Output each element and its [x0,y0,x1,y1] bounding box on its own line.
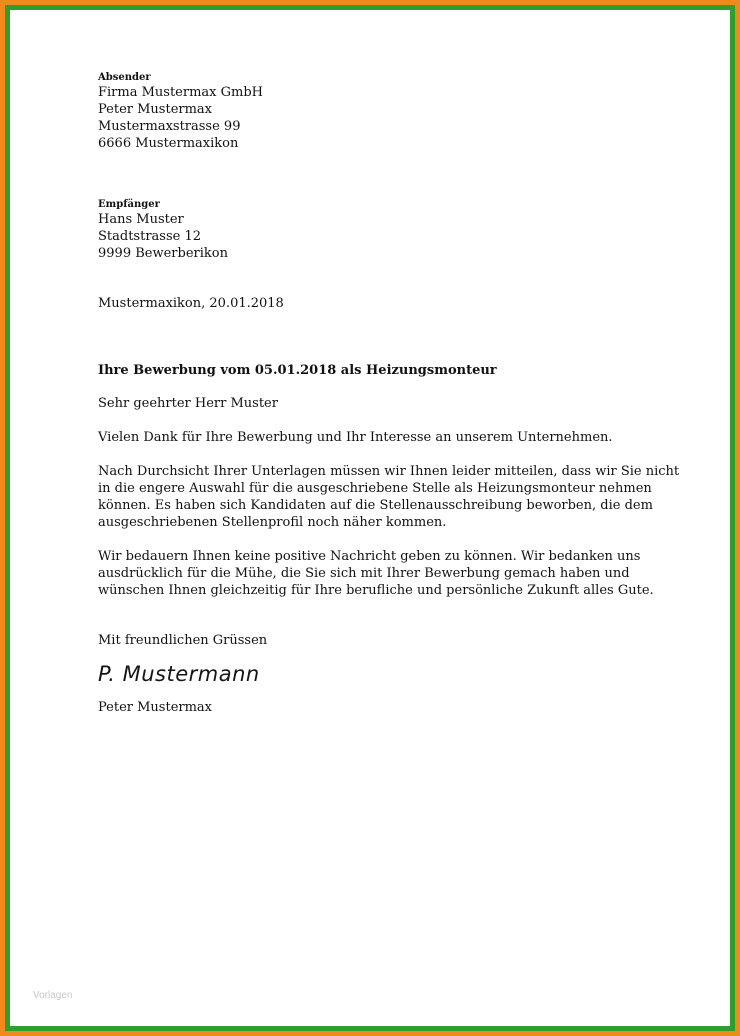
paragraph-line: können. Es haben sich Kandidaten auf die Stellenausschreibung beworben, die dem [98,498,653,513]
recipient-label: Empfänger [98,199,160,210]
recipient-block [98,199,658,262]
sender-street: Mustermaxstrasse 99 [98,119,241,134]
place-date: Mustermaxikon, 20.01.2018 [98,296,284,311]
paragraph-decision [98,463,680,531]
recipient-street: Stadtstrasse 12 [98,229,201,244]
letter-page [10,10,730,1026]
paragraph-line: in die engere Auswahl für die ausgeschriebene Stelle als Heizungsmonteur nehmen [98,481,652,496]
paragraph-line: ausdrücklich für die Mühe, die Sie sich mit Ihrer Bewerbung gemach haben und [98,566,630,581]
sender-company: Firma Mustermax GmbH [98,85,264,100]
paragraph-regret [98,548,658,599]
signer-name: Peter Mustermax [98,700,213,715]
sender-name: Peter Mustermax [98,102,213,117]
watermark: Vorlagen [33,990,73,1001]
recipient-name: Hans Muster [98,212,184,227]
letter-subject: Ihre Bewerbung vom 05.01.2018 als Heizungsmonteur [98,363,497,378]
letter-body [98,72,680,716]
paragraph-thanks [98,429,658,446]
sender-label: Absender [98,72,151,83]
salutation: Sehr geehrter Herr Muster [98,396,278,411]
closing: Mit freundlichen Grüssen [98,633,268,648]
paragraph-line: Wir bedauern Ihnen keine positive Nachricht geben zu können. Wir bedanken uns [98,549,641,564]
recipient-city: 9999 Bewerberikon [98,246,228,261]
paragraph-line: Nach Durchsicht Ihrer Unterlagen müssen wir Ihnen leider mitteilen, dass wir Sie nicht [98,464,680,479]
paragraph-line: ausgeschriebenen Stellenprofil noch näher kommen. [98,515,447,530]
handwritten-signature: P. Mustermann [98,662,260,686]
sender-block [98,72,658,152]
paragraph-line: wünschen Ihnen gleichzeitig für Ihre berufliche und persönliche Zukunft alles Gute. [98,583,654,598]
paragraph-line: Vielen Dank für Ihre Bewerbung und Ihr Interesse an unserem Unternehmen. [98,430,613,445]
sender-city: 6666 Mustermaxikon [98,136,239,151]
